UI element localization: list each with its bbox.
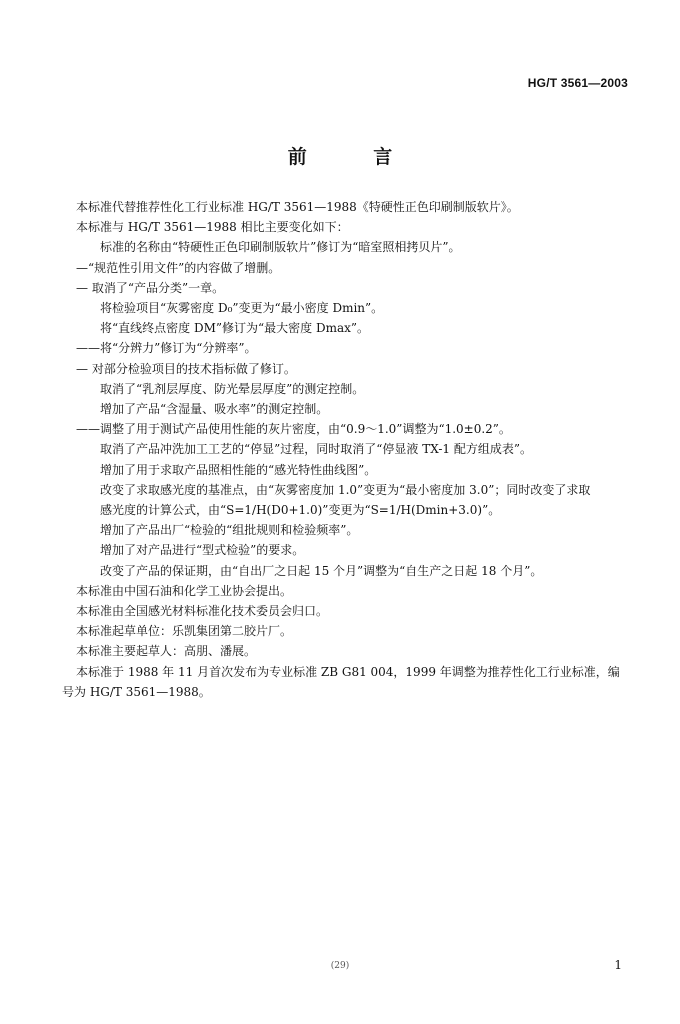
paragraph: 增加了对产品进行“型式检验”的要求。	[100, 543, 305, 558]
paragraph: 增加了产品出厂“检验的“组批规则和检验频率”。	[100, 523, 359, 538]
page-title: 前 言	[287, 146, 423, 168]
paragraph: ——将“分辨力”修订为“分辨率”。	[76, 341, 257, 356]
paragraph: 本标准由中国石油和化学工业协会提出。	[76, 583, 293, 598]
paragraph: 本标准主要起草人：高朋、潘展。	[76, 644, 257, 659]
paragraph: 标准的名称由“特硬性正色印刷制版软片”修订为“暗室照相拷贝片”。	[100, 240, 461, 255]
paragraph: 将“直线终点密度 DM”修订为“最大密度 Dmax”。	[100, 321, 369, 336]
paragraph: 本标准代替推荐性化工行业标准 HG/T 3561—1988《特硬性正色印刷制版软片》。	[76, 200, 519, 214]
paragraph: 本标准由全国感光材料标准化技术委员会归口。	[76, 604, 329, 619]
paragraph: 本标准于 1988 年 11 月首次发布为专业标准 ZB G81 004，1999 年调整为推荐性化工行业标准，编	[76, 664, 620, 679]
page-number: 1	[614, 958, 622, 972]
paragraph: 增加了用于求取产品照相性能的“感光特性曲线图”。	[100, 462, 377, 477]
footer-code: (29)	[330, 961, 350, 971]
paragraph: 感光度的计算公式，由“S=1/H(D0+1.0)”变更为“S=1/H(Dmin+3.0)”。	[100, 503, 501, 518]
paragraph: 本标准与 HG/T 3561—1988 相比主要变化如下：	[76, 220, 349, 235]
standard-code: HG/T 3561—2003	[527, 76, 628, 90]
paragraph: ——调整了用于测试产品使用性能的灰片密度，由“0.9～1.0”调整为“1.0±0.2”。	[76, 422, 511, 437]
paragraph: 将检验项目“灰雾密度 D₀”变更为“最小密度 Dmin”。	[100, 301, 384, 316]
paragraph: 改变了产品的保证期，由“自出厂之日起 15 个月”调整为“自生产之日起 18 个月”。	[100, 563, 543, 578]
paragraph: — 取消了“产品分类”一章。	[76, 280, 225, 295]
paragraph: 改变了求取感光度的基准点，由“灰雾密度加 1.0”变更为“最小密度加 3.0”；同时改变了求取	[100, 482, 591, 497]
paragraph: —“规范性引用文件”的内容做了增删。	[76, 260, 281, 275]
paragraph: 增加了产品“含湿量、吸水率”的测定控制。	[100, 402, 329, 417]
document-body	[62, 197, 630, 702]
paragraph: 本标准起草单位：乐凯集团第二胶片厂。	[76, 624, 293, 639]
paragraph: 号为 HG/T 3561—1988。	[62, 684, 211, 699]
paragraph: 取消了产品冲洗加工工艺的“停显”过程，同时取消了“停显液 TX-1 配方组成表”。	[100, 442, 532, 457]
paragraph: — 对部分检验项目的技术指标做了修订。	[76, 361, 296, 376]
paragraph: 取消了“乳剂层厚度、防光晕层厚度”的测定控制。	[100, 381, 365, 396]
